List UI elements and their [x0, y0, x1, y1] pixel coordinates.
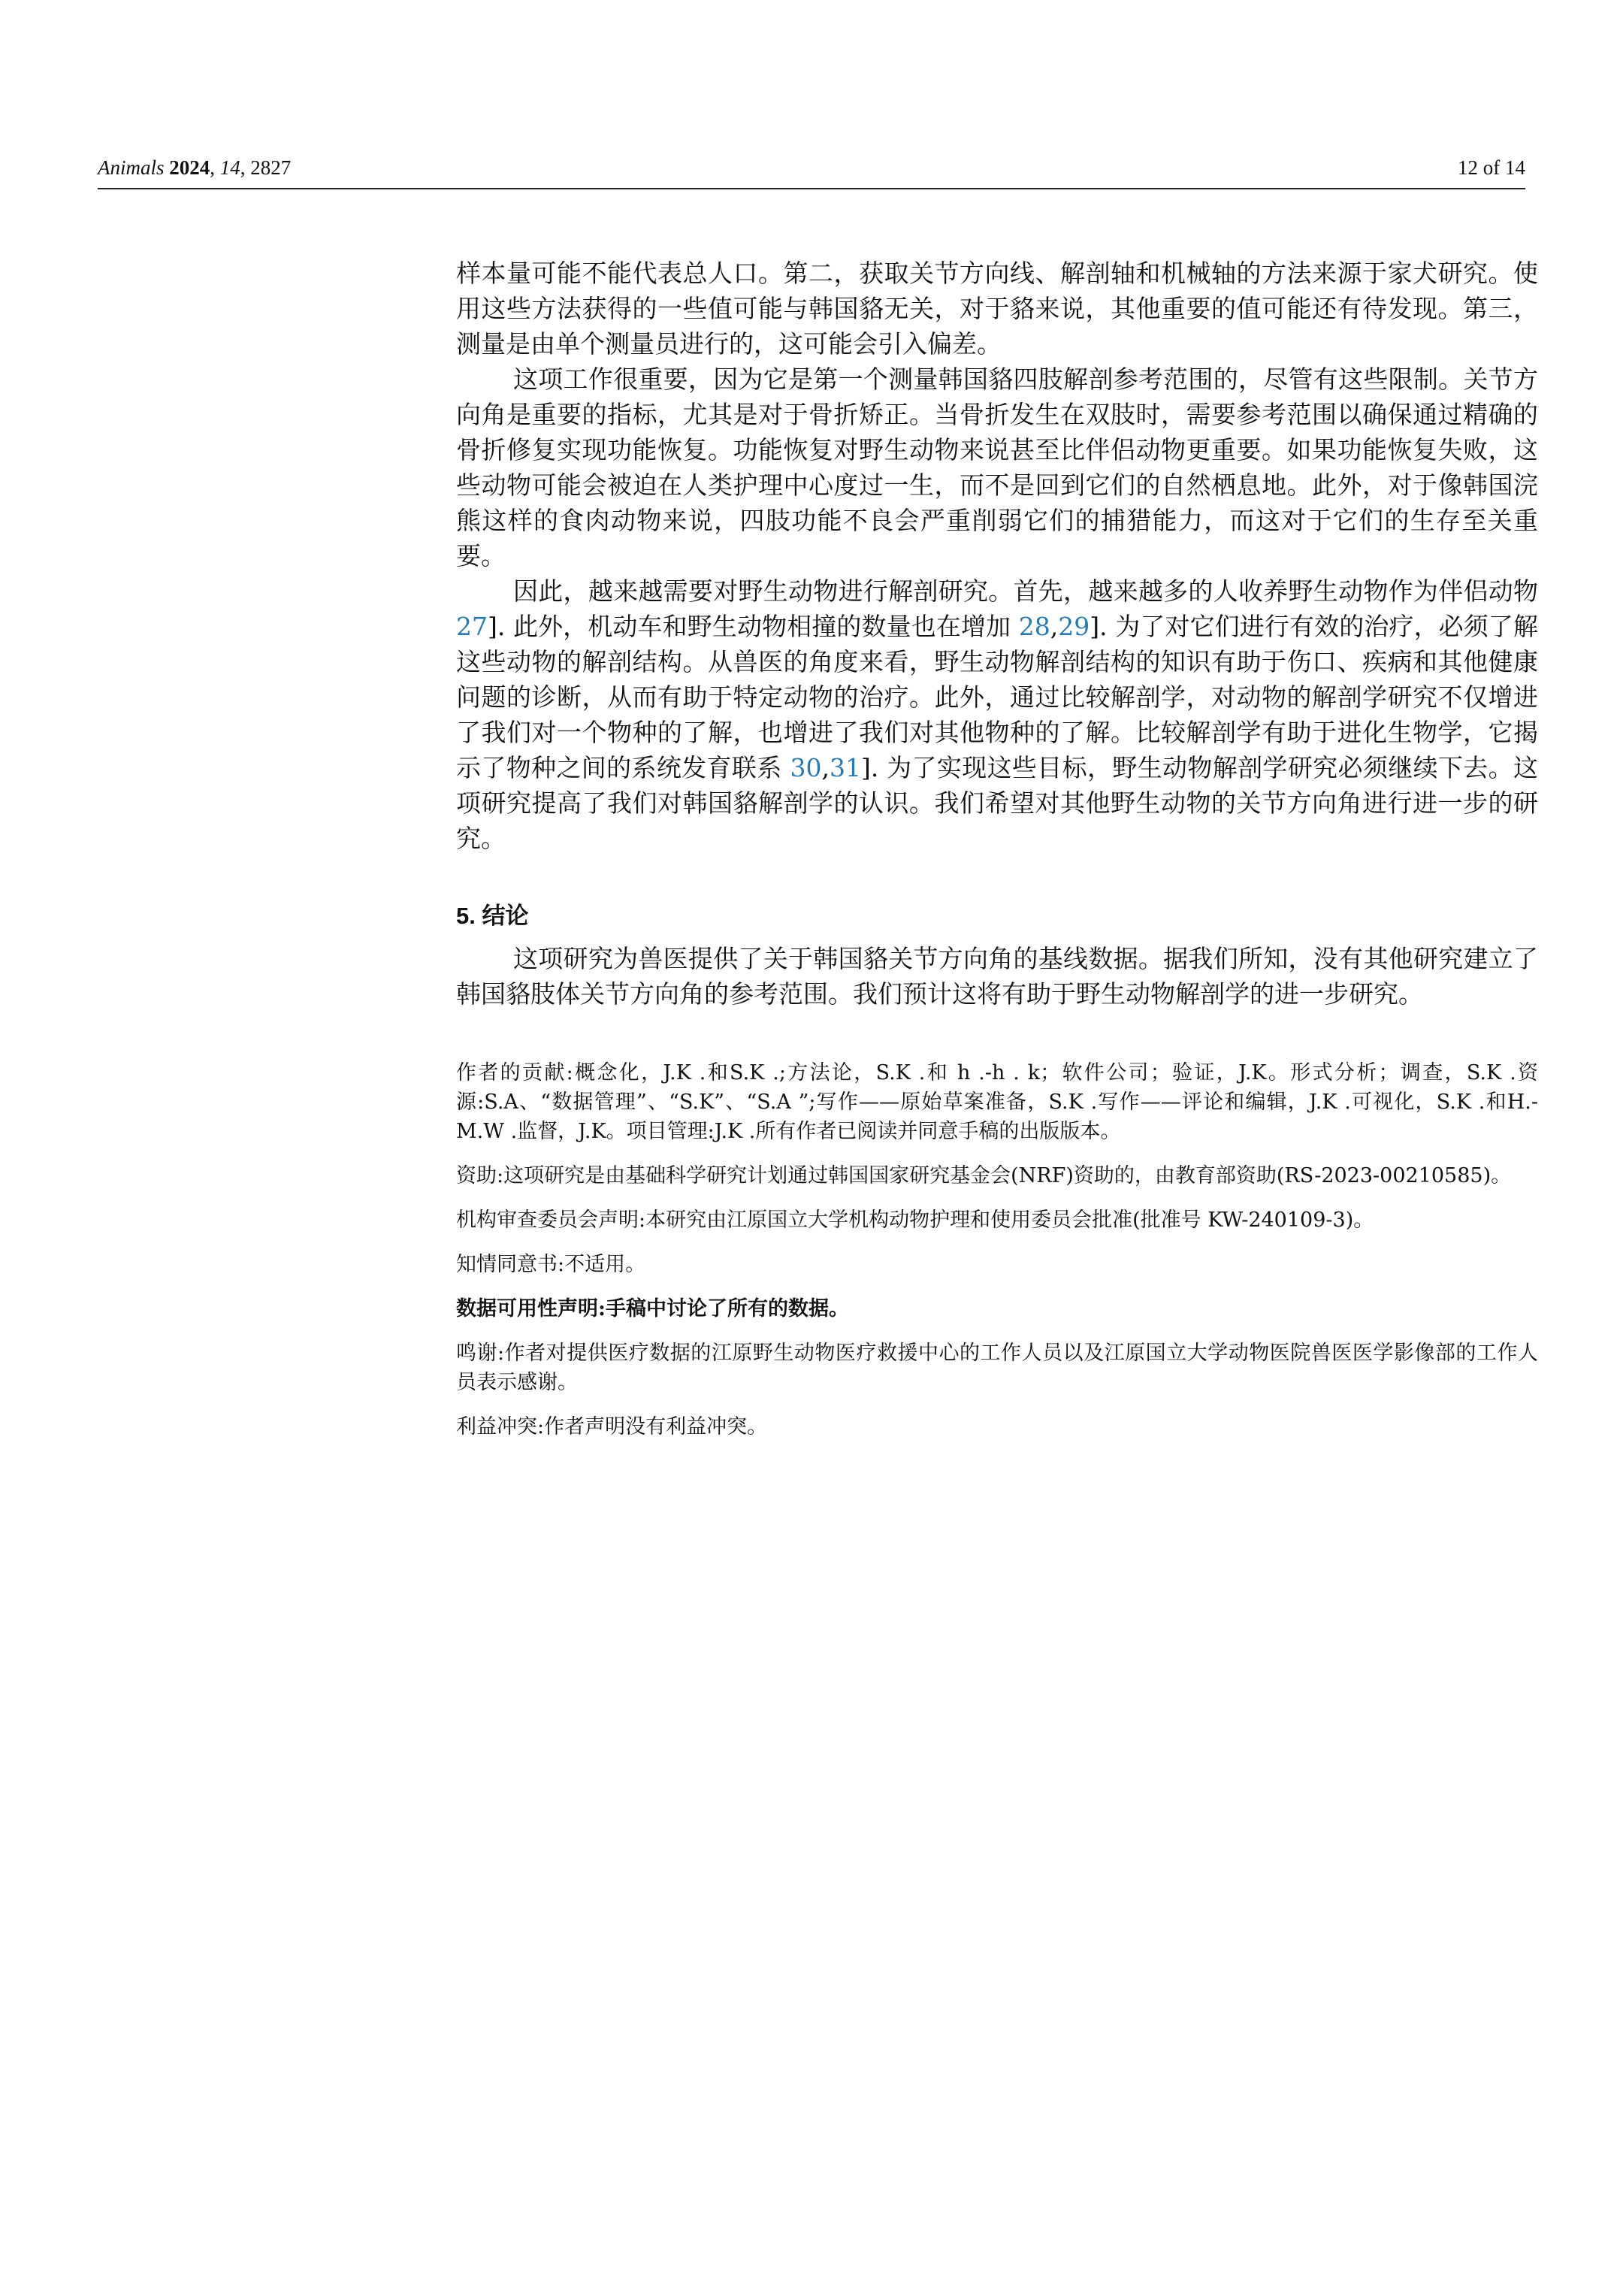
para3-text-b: ]. 此外，机动车和野生动物相撞的数量也在增加: [488, 612, 1019, 641]
discussion-paragraph-1: 样本量可能不能代表总人口。第二，获取关节方向线、解剖轴和机械轴的方法来源于家犬研究。使用这些方法获得的一些值可能与韩国貉无关，对于貉来说，其他重要的值可能还有待发现。第三，测量是由单个测量员进行的，这可能会引入偏差。: [456, 259, 1538, 358]
para3-text-a: 因此，越来越需要对野生动物进行解剖研究。首先，越来越多的人收养野生动物作为伴侣动物: [513, 576, 1538, 606]
journal-citation: Animals 2024, 14, 2827: [98, 156, 292, 179]
conclusion-paragraph: 这项研究为兽医提供了关于韩国貉关节方向角的基线数据。据我们所知，没有其他研究建立了韩国貉肢体关节方向角的参考范围。我们预计这将有助于野生动物解剖学的进一步研究。: [456, 944, 1538, 1009]
para3-text-d: ]. 为了实现这些目标，野生动物解剖学研究必须继续下去。这项研究提高了我们对韩国貉解剖学的认识。我们希望对其他野生动物的关节方向角进行进一步的研究。: [456, 753, 1538, 853]
author-contributions: 作者的贡献:概念化，J.K .和S.K .;方法论，S.K .和 h .-h . k；软件公司；验证，J.K。形式分析；调查，S.K .资源:S.A、“数据管理”、“S.K”、“S.A ”;写作——原始草案准备，S.K .写作——评论和编辑，J.K .可视化，S.K .和H.-M.W .监督，J.K。项目管理:J.K .所有作者已阅读并同意手稿的出版版本。: [456, 1061, 1538, 1143]
citation-link-30[interactable]: 30: [790, 753, 822, 782]
citation-link-29[interactable]: 29: [1058, 612, 1090, 641]
irb-statement: 机构审查委员会声明:本研究由江原国立大学机构动物护理和使用委员会批准(批准号 KW-240109-3)。: [456, 1209, 1374, 1232]
acknowledgments: 鸣谢:作者对提供医疗数据的江原野生动物医疗救援中心的工作人员以及江原国立大学动物医院兽医医学影像部的工作人员表示感谢。: [456, 1342, 1538, 1394]
para3-separator-2: ,: [821, 753, 830, 782]
para3-text-c: ]. 为了对它们进行有效的治疗，必须了解这些动物的解剖结构。从兽医的角度来看，野生动物解剖结构的知识有助于伤口、疾病和其他健康问题的诊断，从而有助于特定动物的治疗。此外，通过比较解剖学，对动物的解剖学研究不仅增进了我们对一个物种的了解，也增进了我们对其他物种的了解。比较解剖学有助于进化生物学，它揭示了物种之间的系统发育联系: [456, 612, 1539, 782]
discussion-paragraph-2: 这项工作很重要，因为它是第一个测量韩国貉四肢解剖参考范围的，尽管有这些限制。关节方向角是重要的指标，尤其是对于骨折矫正。当骨折发生在双肢时，需要参考范围以确保通过精确的骨折修复实现功能恢复。功能恢复对野生动物来说甚至比伴侣动物更重要。如果功能恢复失败，这些动物可能会被迫在人类护理中心度过一生，而不是回到它们的自然栖息地。此外，对于像韩国浣熊这样的食肉动物来说，四肢功能不良会严重削弱它们的捕猎能力，而这对于它们的生存至关重要。: [456, 365, 1538, 570]
journal-year: 2024: [169, 156, 210, 179]
journal-volume: 14: [219, 156, 240, 179]
section-title-conclusions: 5. 结论: [456, 903, 529, 929]
para3-separator-1: ,: [1050, 612, 1059, 641]
discussion-paragraph-3: [456, 573, 1538, 856]
informed-consent-statement: 知情同意书:不适用。: [456, 1253, 646, 1276]
main-content: [456, 256, 1538, 1457]
page-header: [98, 150, 1525, 189]
article-number: 2827: [250, 156, 292, 179]
conflicts-of-interest: 利益冲突:作者声明没有利益冲突。: [456, 1415, 768, 1438]
citation-link-31[interactable]: 31: [829, 753, 861, 782]
page-number: 12 of 14: [1458, 156, 1525, 179]
funding-statement: 资助:这项研究是由基础科学研究计划通过韩国国家研究基金会(NRF)资助的，由教育部资助(RS-2023-00210585)。: [456, 1164, 1512, 1187]
data-availability-statement: 数据可用性声明:手稿中讨论了所有的数据。: [456, 1297, 849, 1320]
citation-link-27[interactable]: 27: [456, 612, 488, 641]
citation-link-28[interactable]: 28: [1018, 612, 1050, 641]
journal-name: Animals: [98, 156, 165, 179]
